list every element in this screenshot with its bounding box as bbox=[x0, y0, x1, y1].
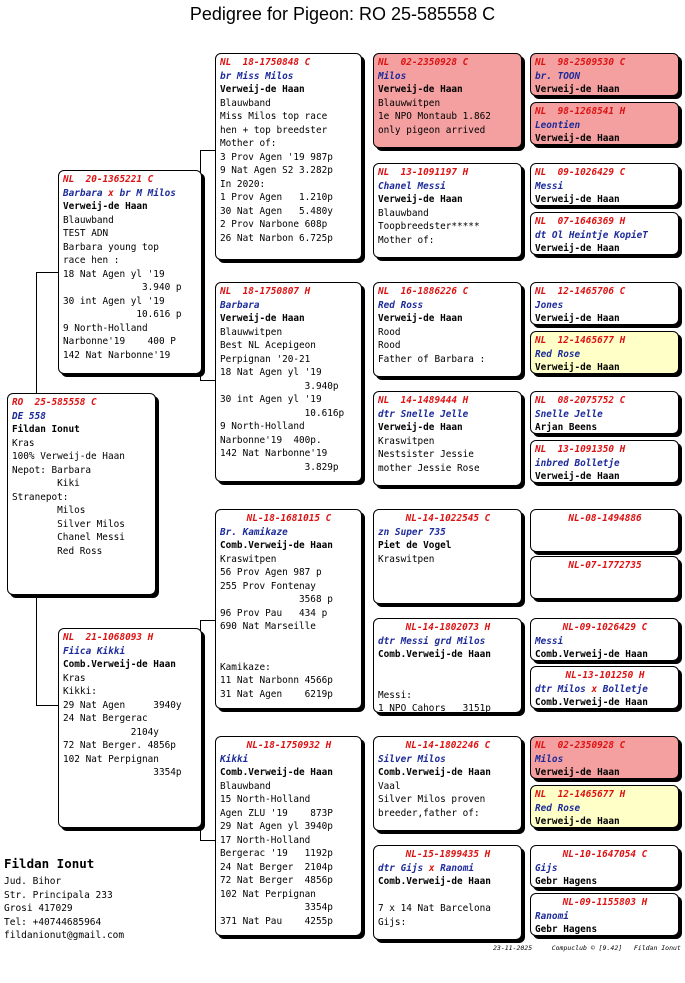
card-line: 9 North-Holland bbox=[63, 322, 148, 334]
card-line: 24 Nat Bergerac bbox=[63, 713, 148, 724]
card-line: 9 Nat Agen S2 3.282p bbox=[220, 165, 333, 176]
ring-number: NL 02-2350928 C bbox=[378, 57, 469, 68]
pedigree-card-sss[interactable] bbox=[373, 53, 522, 148]
card-line: Narbonne'19 400 P bbox=[63, 336, 176, 347]
pedigree-card-g1[interactable] bbox=[530, 53, 679, 96]
pigeon-name: Ranomi bbox=[535, 910, 569, 922]
card-line: breeder,father of: bbox=[378, 807, 480, 819]
card-line: Kamikaze: bbox=[220, 661, 271, 673]
card-line: Milos bbox=[12, 505, 86, 516]
ring-number: NL 13-1091350 H bbox=[535, 444, 626, 455]
pigeon-name: dtr Messi grd Milos bbox=[378, 635, 486, 647]
card-line: race hen : bbox=[63, 255, 120, 266]
pedigree-card-dsd[interactable] bbox=[373, 618, 522, 713]
card-line: 3.940p bbox=[220, 380, 339, 392]
pedigree-card-g9[interactable] bbox=[530, 509, 679, 552]
card-line: Stranepot: bbox=[12, 491, 69, 503]
card-line: Kiki bbox=[12, 478, 80, 489]
card-line: 26 Nat Narbon 6.725p bbox=[220, 232, 333, 244]
ring-number: NL 02-2350928 C bbox=[535, 740, 626, 751]
pigeon-name: dt Ol Heintje KopieT bbox=[535, 229, 648, 241]
card-line: 3354p bbox=[63, 767, 182, 778]
pigeon-name: Red Rose bbox=[535, 802, 581, 814]
card-line: 18 Nat Agen yl '19 bbox=[220, 367, 322, 378]
page-title: Pedigree for Pigeon: RO 25-585558 C bbox=[189, 4, 496, 24]
pigeon-name: Br. Kamikaze bbox=[220, 526, 288, 538]
card-line: Chanel Messi bbox=[12, 532, 125, 543]
card-line: Kras bbox=[12, 437, 35, 449]
ring-number: NL 12-1465677 H bbox=[535, 335, 626, 346]
breeder-name: Verweij-de Haan bbox=[220, 313, 305, 324]
pedigree-card-g8[interactable] bbox=[530, 440, 679, 483]
breeder-name: Verweij-de Haan bbox=[535, 816, 620, 827]
ring-number: NL-09-1155803 H bbox=[562, 897, 648, 908]
pigeon-name: Fiica Kikki bbox=[63, 645, 126, 657]
card-line: 142 Nat Narbonne'19 bbox=[63, 349, 171, 361]
pedigree-card-g13[interactable] bbox=[530, 736, 679, 779]
card-line: Nepot: Barbara bbox=[12, 464, 92, 476]
card-line: 10.616 p bbox=[63, 309, 182, 320]
pigeon-name: br. TOON bbox=[535, 70, 581, 82]
pedigree-card-g10[interactable] bbox=[530, 556, 679, 599]
breeder-name: Piet de Vogel bbox=[378, 540, 452, 551]
pigeon-name: dtr Snelle Jelle bbox=[378, 408, 469, 420]
ring-number: NL 98-2509530 C bbox=[535, 57, 626, 68]
contact-email[interactable]: fildanionut@gmail.com bbox=[4, 930, 125, 941]
pedigree-card-g3[interactable] bbox=[530, 163, 679, 206]
breeder-name: Verweij-de Haan bbox=[535, 471, 620, 482]
pedigree-card-sire[interactable] bbox=[58, 170, 202, 374]
breeder-name: Verweij-de Haan bbox=[535, 84, 620, 95]
breeder-name: Comb.Verweij-de Haan bbox=[378, 649, 491, 660]
pigeon-name: Messi bbox=[535, 635, 564, 647]
breeder-name: Verweij-de Haan bbox=[220, 84, 305, 95]
breeder-name: Gebr Hagens bbox=[535, 876, 598, 887]
pedigree-card-sire-sire[interactable] bbox=[215, 53, 362, 260]
pigeon-name: Barbara x br M Milos bbox=[63, 187, 176, 199]
pigeon-name: Milos bbox=[535, 753, 564, 765]
pedigree-card-g6[interactable] bbox=[530, 331, 679, 374]
card-line: Mother of: bbox=[378, 234, 435, 246]
breeder-name: Comb.Verweij-de Haan bbox=[378, 767, 491, 778]
pedigree-card-dam[interactable] bbox=[58, 628, 202, 828]
ring-number: NL 14-1489444 H bbox=[378, 395, 469, 406]
ring-number: NL-14-1802073 H bbox=[405, 622, 491, 633]
card-line: Bergerac '19 1192p bbox=[220, 848, 333, 859]
card-line: In 2020: bbox=[220, 178, 266, 190]
pigeon-name: Messi bbox=[535, 180, 564, 192]
card-line: 1 Prov Agen 1.210p bbox=[220, 192, 333, 203]
ring-number: NL 12-1465706 C bbox=[535, 286, 626, 297]
card-line: Kras bbox=[63, 672, 86, 684]
card-line: 30 int Agen yl '19 bbox=[63, 295, 165, 307]
breeder-name: Verweij-de Haan bbox=[535, 313, 620, 324]
breeder-name: Verweij-de Haan bbox=[535, 133, 620, 144]
pedigree-card-g2[interactable] bbox=[530, 102, 679, 145]
card-line: 18 Nat Agen yl '19 bbox=[63, 268, 165, 280]
pigeon-name: inbred Bolletje bbox=[535, 457, 620, 469]
breeder-name: Comb.Verweij-de Haan bbox=[220, 767, 333, 778]
ring-number: NL 13-1091197 H bbox=[378, 167, 469, 178]
card-line: 30 int Agen yl '19 bbox=[220, 394, 322, 405]
pedigree-card-sds[interactable] bbox=[373, 282, 522, 377]
pigeon-name: dtr Gijs x Ranomi bbox=[378, 862, 474, 874]
pedigree-card-g12[interactable] bbox=[530, 666, 679, 709]
ring-number: NL 07-1646369 H bbox=[535, 216, 626, 227]
pedigree-card-g4[interactable] bbox=[530, 212, 679, 255]
breeder-name: Verweij-de Haan bbox=[535, 362, 620, 373]
card-line: 102 Nat Perpignan bbox=[63, 753, 159, 765]
card-line: 1 NPO Cahors 3151p bbox=[378, 703, 491, 713]
card-line: 142 Nat Narbonne'19 bbox=[220, 448, 328, 459]
card-line: 56 Prov Agen 987 p bbox=[220, 567, 322, 578]
card-line: 1e NPO Montaub 1.862 bbox=[378, 111, 491, 122]
breeder-name: Arjan Beens bbox=[535, 422, 598, 433]
card-line: Narbonne'19 400p. bbox=[220, 434, 322, 446]
card-line: Perpignan '20-21 bbox=[220, 353, 311, 365]
ring-number: NL-14-1802246 C bbox=[405, 740, 491, 751]
card-line: Blauwwitpen bbox=[220, 326, 283, 338]
pigeon-name: Barbara bbox=[220, 299, 260, 311]
card-line: Nestsister Jessie bbox=[378, 449, 474, 460]
pigeon-name: Leontien bbox=[535, 119, 581, 131]
card-line: 3568 p bbox=[220, 594, 333, 605]
card-line: Blauwband bbox=[220, 97, 271, 109]
card-line: 17 North-Holland bbox=[220, 834, 311, 846]
pedigree-card-dam-sire[interactable] bbox=[215, 509, 362, 709]
card-line: Kraswitpen bbox=[378, 435, 435, 447]
card-line: Silver Milos proven bbox=[378, 794, 486, 805]
pedigree-card-g16[interactable] bbox=[530, 893, 679, 936]
footer-credit: 23-11-2025 Compuclub © [9.42] Fildan Ionut bbox=[493, 944, 681, 952]
card-line: mother Jessie Rose bbox=[378, 462, 480, 474]
card-line: TEST ADN bbox=[63, 228, 109, 239]
card-line: 10.616p bbox=[220, 407, 345, 419]
card-line: Rood bbox=[378, 340, 401, 351]
pedigree-card-dam-dam[interactable] bbox=[215, 736, 362, 936]
contact-phone: Tel: +40744685964 bbox=[4, 916, 102, 928]
card-line: hen + top breedster bbox=[220, 124, 328, 136]
pigeon-name: Chanel Messi bbox=[378, 180, 446, 192]
card-line: Father of Barbara : bbox=[378, 353, 486, 365]
breeder-name: Comb.Verweij-de Haan bbox=[63, 659, 176, 670]
ring-number: NL-10-1647054 C bbox=[562, 849, 648, 860]
ring-number: NL-18-1750932 H bbox=[246, 740, 332, 751]
breeder-name: Verweij-de Haan bbox=[378, 84, 463, 95]
breeder-name: Comb.Verweij-de Haan bbox=[378, 876, 491, 887]
ring-number: NL 16-1886226 C bbox=[378, 286, 469, 297]
pedigree-card-dds[interactable] bbox=[373, 736, 522, 831]
card-line: Barbara young top bbox=[63, 241, 159, 253]
card-line: Rood bbox=[378, 326, 401, 338]
pedigree-card-sdd[interactable] bbox=[373, 391, 522, 486]
card-line: Red Ross bbox=[12, 545, 103, 557]
pigeon-name: Milos bbox=[378, 70, 407, 82]
card-line: 24 Nat Berger 2104p bbox=[220, 861, 333, 873]
pigeon-name: Red Ross bbox=[378, 299, 424, 311]
ring-number: NL-08-1494886 bbox=[568, 513, 642, 524]
card-line: 9 North-Holland bbox=[220, 421, 305, 432]
ring-number: NL-18-1681015 C bbox=[246, 513, 332, 524]
card-line: 3 Prov Agen '19 987p bbox=[220, 151, 333, 163]
card-line: 371 Nat Pau 4255p bbox=[220, 915, 333, 927]
pigeon-name: DE 558 bbox=[12, 410, 46, 422]
card-line: 7 x 14 Nat Barcelona bbox=[378, 903, 491, 914]
pigeon-name: Snelle Jelle bbox=[535, 408, 603, 420]
ring-number: NL-13-101250 H bbox=[565, 670, 645, 681]
ring-number: NL 18-1750807 H bbox=[220, 286, 311, 297]
card-line: Mother of: bbox=[220, 138, 277, 149]
pedigree-card-g7[interactable] bbox=[530, 391, 679, 434]
card-line: 96 Prov Pau 434 p bbox=[220, 607, 328, 619]
pedigree-card-g11[interactable] bbox=[530, 618, 679, 661]
owner-name: Fildan Ionut bbox=[4, 856, 95, 871]
card-line: Miss Milos top race bbox=[220, 111, 328, 122]
card-line: 11 Nat Narbonn 4566p bbox=[220, 675, 333, 686]
breeder-name: Verweij-de Haan bbox=[378, 194, 463, 205]
card-line: 255 Prov Fontenay bbox=[220, 580, 316, 592]
pigeon-name: dtr Milos x Bolletje bbox=[535, 683, 648, 695]
pigeon-name: Silver Milos bbox=[378, 753, 446, 765]
contact-line: Jud. Bihor bbox=[4, 876, 62, 887]
breeder-name: Verweij-de Haan bbox=[535, 243, 620, 254]
contact-line: Str. Principala 233 bbox=[4, 889, 113, 901]
pedigree-card-g14[interactable] bbox=[530, 785, 679, 828]
pigeon-name: zn Super 735 bbox=[378, 526, 446, 538]
card-line: 72 Nat Berger. 4856p bbox=[63, 740, 176, 751]
breeder-name: Verweij-de Haan bbox=[535, 767, 620, 778]
ring-number: NL 09-1026429 C bbox=[535, 167, 626, 178]
breeder-name: Verweij-de Haan bbox=[378, 313, 463, 324]
breeder-name: Verweij-de Haan bbox=[535, 194, 620, 205]
card-line: 72 Nat Berger 4856p bbox=[220, 875, 333, 886]
ring-number: NL-09-1026429 C bbox=[562, 622, 648, 633]
card-line: 15 North-Holland bbox=[220, 794, 311, 805]
card-line: 29 Nat Agen yl 3940p bbox=[220, 821, 333, 832]
breeder-name: Verweij-de Haan bbox=[63, 201, 148, 212]
breeder-name: Verweij-de Haan bbox=[378, 422, 463, 433]
ring-number: NL 08-2075752 C bbox=[535, 395, 626, 406]
pigeon-name: Kikki bbox=[220, 753, 249, 765]
pigeon-name: Gijs bbox=[535, 862, 558, 874]
card-line: Blauwband bbox=[378, 207, 429, 219]
ring-number: NL 98-1268541 H bbox=[535, 106, 626, 117]
card-line bbox=[220, 634, 358, 648]
card-line: 690 Nat Marseille bbox=[220, 621, 316, 632]
card-line: Blauwband bbox=[220, 780, 271, 792]
breeder-name: Fildan Ionut bbox=[12, 424, 80, 435]
ring-number: NL-15-1899435 H bbox=[405, 849, 491, 860]
ring-number: NL-14-1022545 C bbox=[405, 513, 491, 524]
ring-number: RO 25-585558 C bbox=[12, 397, 97, 408]
card-line: Blauwband bbox=[63, 214, 114, 226]
card-line: 29 Nat Agen 3940y bbox=[63, 699, 182, 711]
card-line: 31 Nat Agen 6219p bbox=[220, 688, 333, 700]
card-line: only pigeon arrived bbox=[378, 124, 486, 136]
breeder-name: Comb.Verweij-de Haan bbox=[220, 540, 333, 551]
pedigree-card-ssd[interactable] bbox=[373, 163, 522, 258]
pedigree-card-dss[interactable] bbox=[373, 509, 522, 604]
card-line: 100% Verweij-de Haan bbox=[12, 451, 125, 462]
card-line: Kraswitpen bbox=[378, 553, 435, 565]
card-line bbox=[378, 675, 518, 689]
card-line: Vaal bbox=[378, 780, 401, 792]
pedigree-card-sire-dam[interactable] bbox=[215, 282, 362, 482]
pigeon-name: Red Rose bbox=[535, 348, 581, 360]
card-line: Blauwwitpen bbox=[378, 97, 441, 109]
ring-number: NL 12-1465677 H bbox=[535, 789, 626, 800]
breeder-name: Comb.Verweij-de Haan bbox=[535, 697, 648, 708]
card-line: Best NL Acepigeon bbox=[220, 340, 316, 351]
card-line bbox=[378, 662, 518, 676]
pedigree-card-subject[interactable] bbox=[7, 393, 156, 595]
pedigree-card-g5[interactable] bbox=[530, 282, 679, 325]
contact-line: Grosi 417029 bbox=[4, 903, 73, 914]
card-line: 3.829p bbox=[220, 461, 339, 473]
card-line bbox=[378, 889, 518, 903]
card-line: 2 Prov Narbone 608p bbox=[220, 219, 328, 230]
card-line bbox=[220, 647, 358, 661]
card-line: Toopbreedster***** bbox=[378, 221, 480, 232]
card-line: 3.940 p bbox=[63, 282, 182, 293]
card-line: 30 Nat Agen 5.480y bbox=[220, 205, 333, 217]
card-line: Agen ZLU '19 873P bbox=[220, 807, 333, 819]
breeder-name: Gebr Hagens bbox=[535, 924, 598, 935]
breeder-name: Comb.Verweij-de Haan bbox=[535, 649, 648, 660]
ring-number: NL 20-1365221 C bbox=[63, 174, 154, 185]
pigeon-name: br Miss Milos bbox=[220, 70, 294, 82]
pigeon-name: Jones bbox=[535, 299, 564, 311]
card-line: Messi: bbox=[378, 689, 412, 701]
card-line: Silver Milos bbox=[12, 518, 125, 530]
card-line: Kraswitpen bbox=[220, 553, 277, 565]
pedigree-card-ddd[interactable] bbox=[373, 845, 522, 940]
card-line: 3354p bbox=[220, 902, 333, 913]
ring-number: NL 18-1750848 C bbox=[220, 57, 311, 68]
card-line: 102 Nat Perpignan bbox=[220, 888, 316, 900]
card-line: Kikki: bbox=[63, 686, 97, 697]
pedigree-card-g15[interactable] bbox=[530, 845, 679, 888]
owner-contact bbox=[4, 855, 124, 943]
ring-number: NL-07-1772735 bbox=[568, 560, 642, 571]
card-line: 2104y bbox=[63, 726, 159, 738]
ring-number: NL 21-1068093 H bbox=[63, 632, 154, 643]
card-line: Gijs: bbox=[378, 916, 407, 928]
